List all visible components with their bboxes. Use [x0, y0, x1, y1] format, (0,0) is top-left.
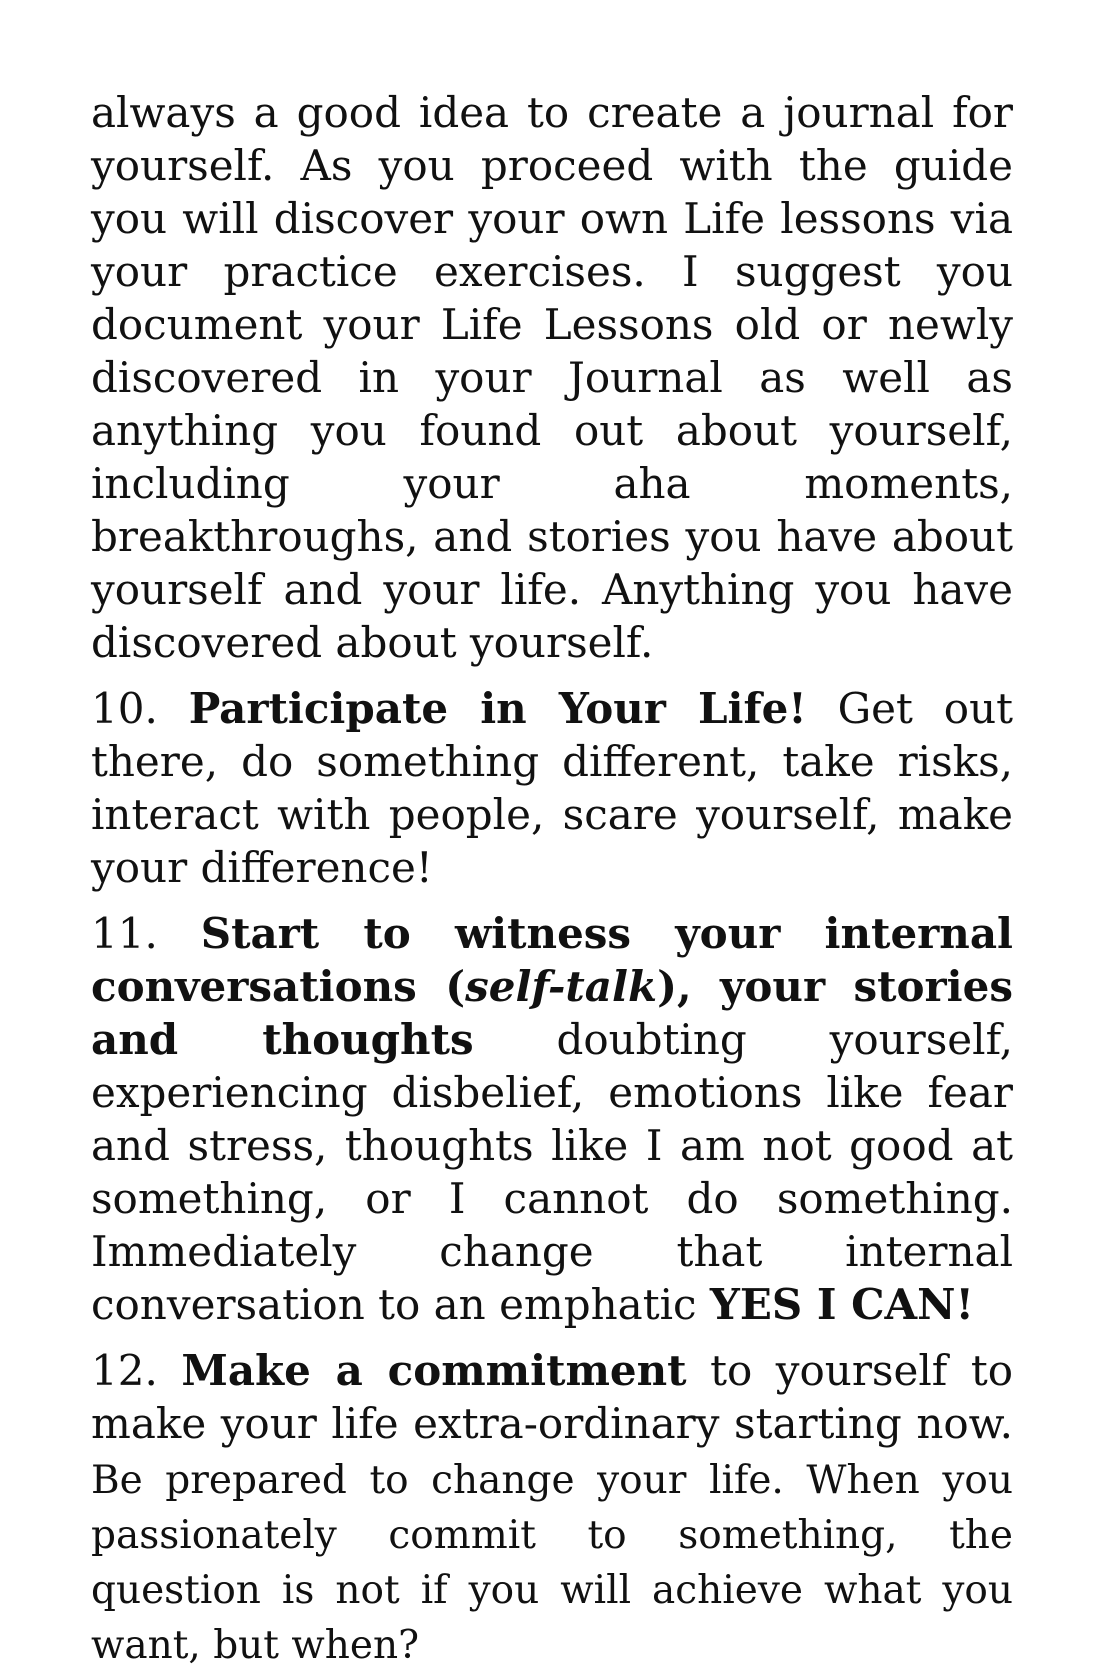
list-item-12 — [91, 1344, 1013, 1672]
item-heading-emphasis: self-talk — [465, 962, 658, 1011]
item-body-part-2: Be prepared to change your life. When you passionately commit to something, the question is not if you will achieve what you want, but when? — [91, 1458, 1013, 1668]
document-page — [91, 86, 1013, 1672]
item-body: doubting yourself, experiencing disbelief, emotions like fear and stress, thoughts like I am not good at something, or I cannot do something. Immediately change that internal conversation to an emphatic — [91, 1015, 1013, 1329]
item-body-part-1: to yourself to make your life extra-ordinary starting now. — [91, 1346, 1013, 1448]
item-number: 12. — [91, 1346, 158, 1395]
list-item-10 — [91, 682, 1013, 894]
item-heading-part-2: ), your stories and thoughts — [91, 962, 1013, 1064]
item-heading: Make a commitment — [181, 1346, 687, 1395]
item-heading-part-1: Start to witness your internal conversations ( — [91, 909, 1013, 1011]
item-body: Get out there, do something different, take risks, interact with people, scare yourself, make your difference! — [91, 684, 1014, 892]
paragraph-journal-text: always a good idea to create a journal for yourself. As you proceed with the guide you will discover your own Life lessons via your practice exercises. I suggest you document your Life Lessons old or newly discovered in your Journal as well as anything you found out about yourself, including your aha moments, breakthroughs, and stories you have about yourself and your life. Anything you have discovered about yourself. — [91, 88, 1013, 667]
item-number: 10. — [91, 684, 158, 733]
item-number: 11. — [91, 909, 158, 958]
paragraph-journal — [91, 86, 1013, 669]
item-heading: Participate in Your Life! — [188, 684, 807, 733]
list-item-11 — [91, 907, 1013, 1331]
item-closing-emphasis: YES I CAN! — [709, 1280, 974, 1329]
